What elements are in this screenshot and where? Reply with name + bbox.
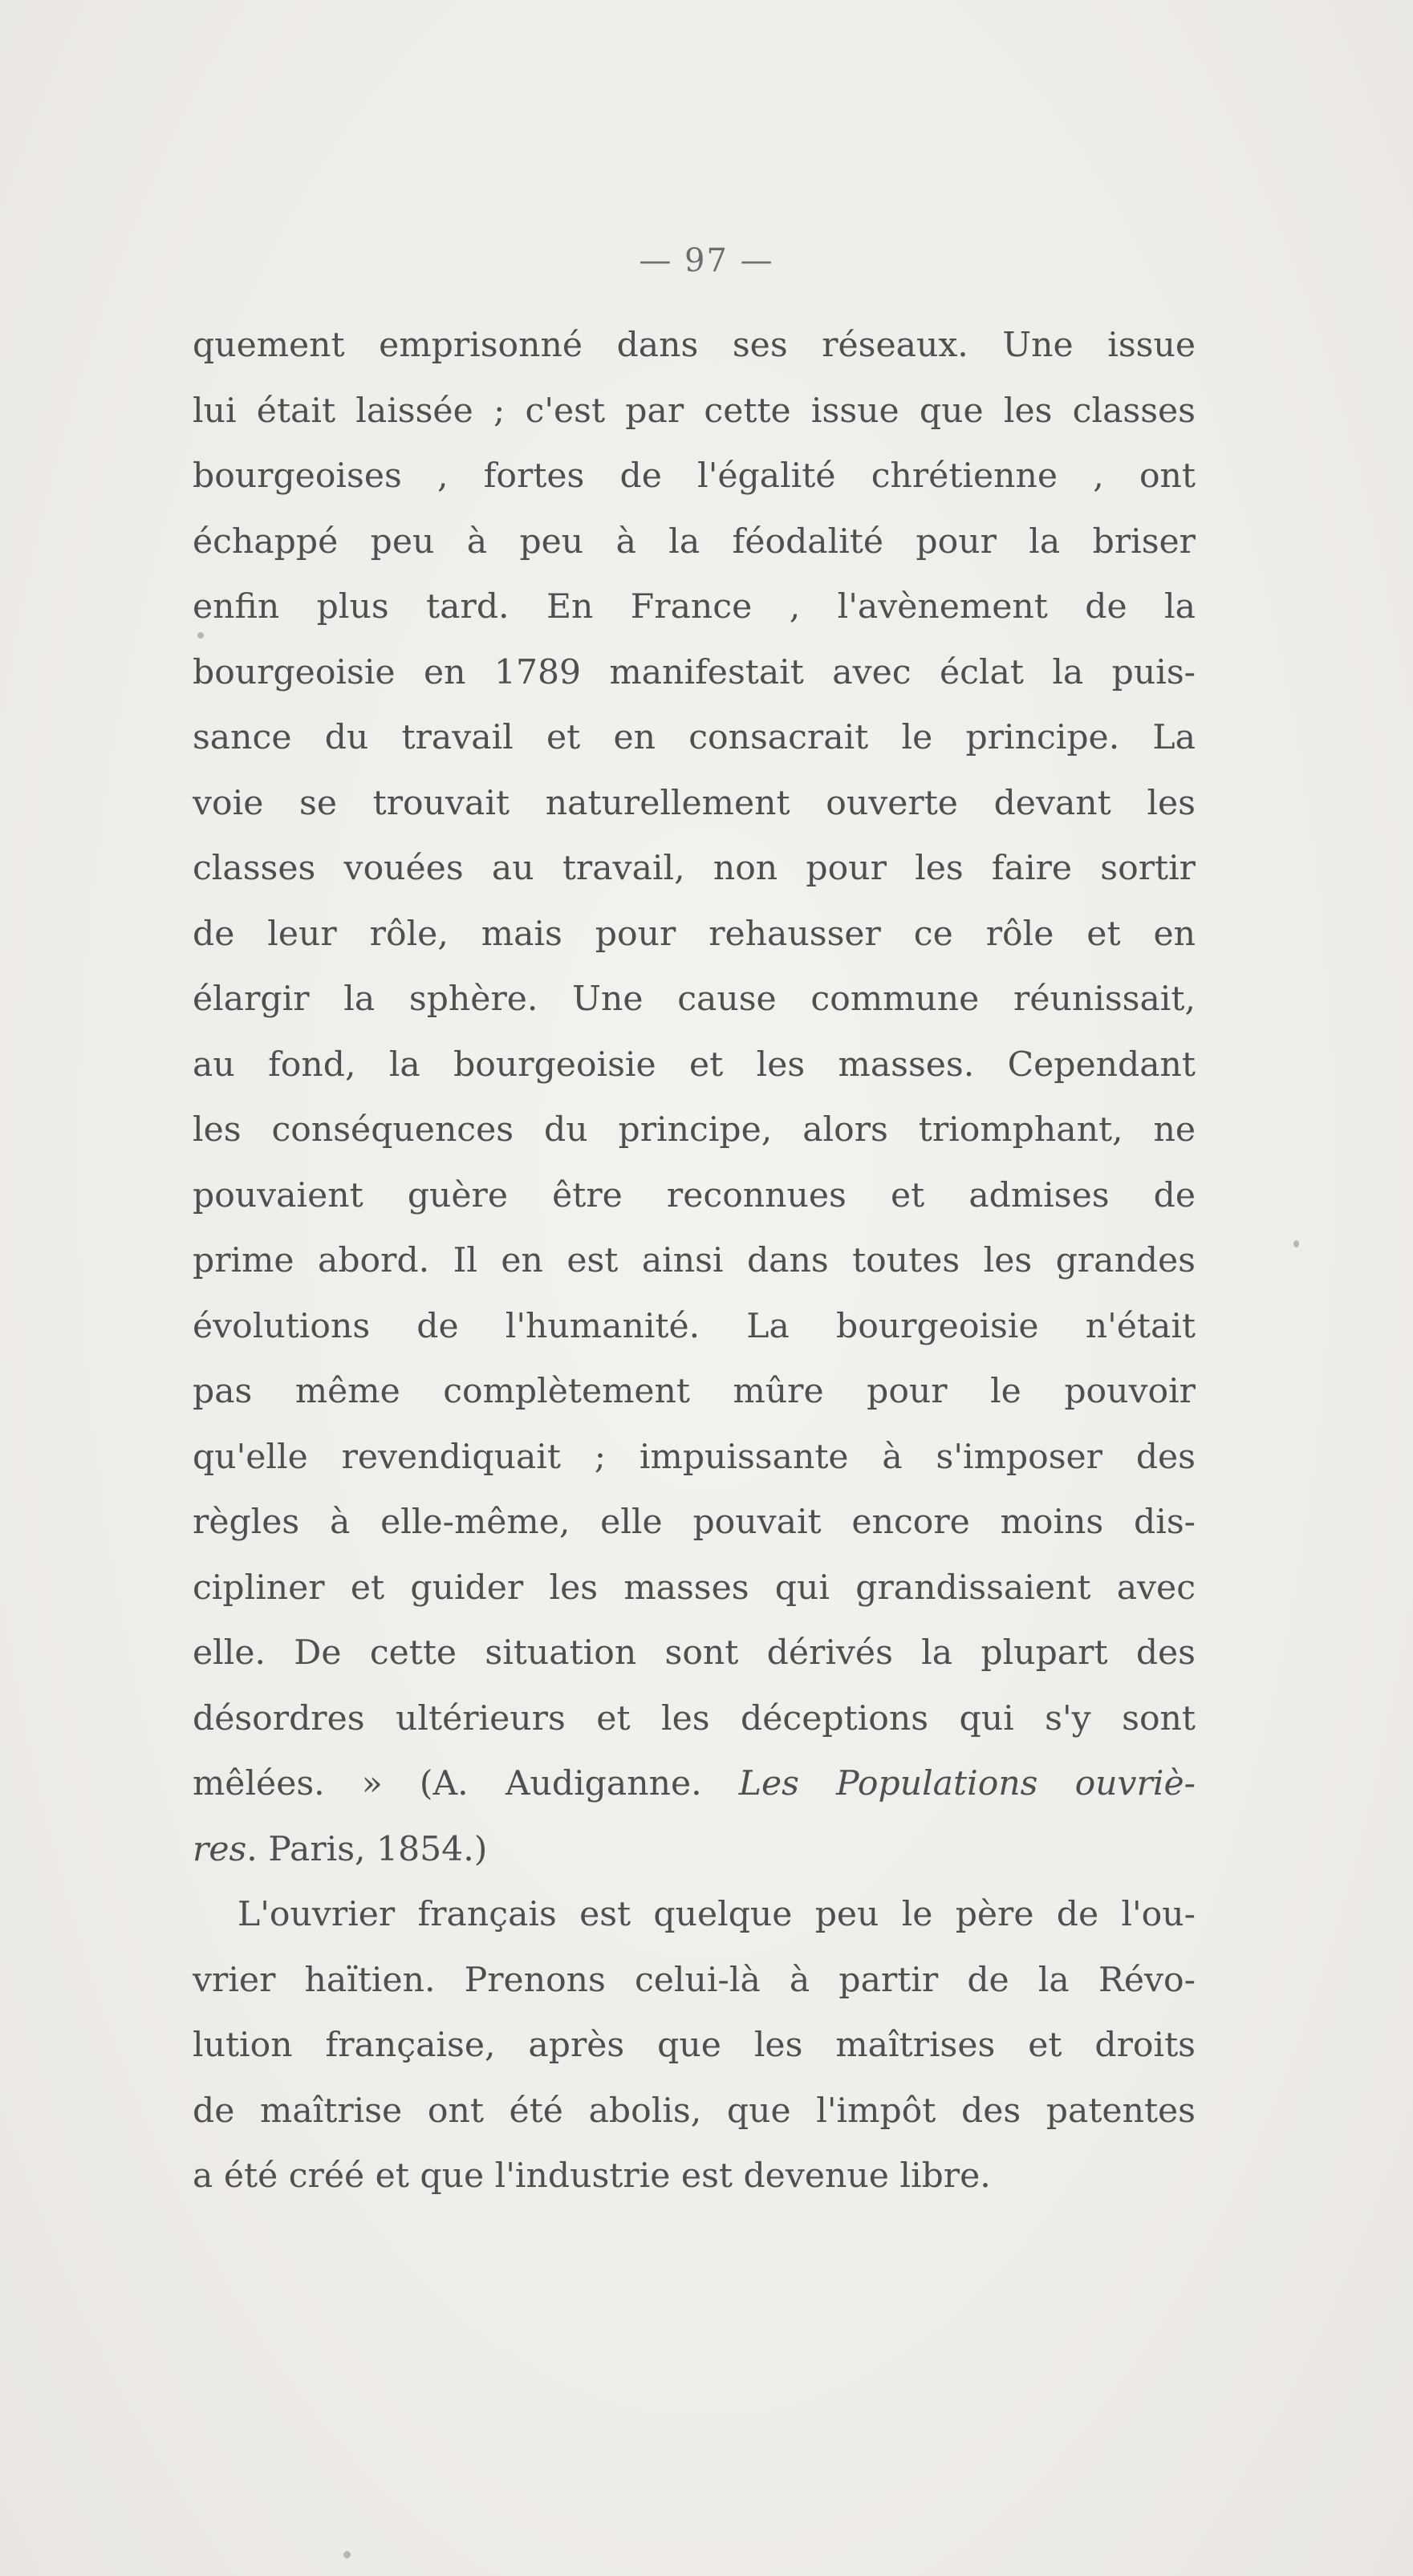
- text-line: bourgeoises , fortes de l'égalité chrétienne , ont: [193, 456, 1196, 496]
- text-line: voie se trouvait naturellement ouverte devant les: [193, 783, 1196, 823]
- citation-line: [193, 1751, 1196, 1817]
- text-line: classes vouées au travail, non pour les faire sortir: [193, 849, 1196, 888]
- paper-speck: [343, 2551, 351, 2558]
- body-text: [193, 313, 1196, 2209]
- text-line: sance du travail et en consacrait le principe. La: [193, 718, 1196, 757]
- text-line: qu'elle revendiquait ; impuissante à s'imposer des: [193, 1437, 1196, 1477]
- citation-text: . Paris, 1854.): [246, 1829, 488, 1869]
- citation-title: res: [193, 1829, 247, 1869]
- text-line: évolutions de l'humanité. La bourgeoisie n'était: [193, 1306, 1196, 1346]
- citation-title: Les Populations ouvriè-: [738, 1764, 1196, 1803]
- text-line: de maîtrise ont été abolis, que l'impôt des patentes: [193, 2091, 1196, 2131]
- text-line: lution française, après que les maîtrises et droits: [193, 2026, 1196, 2065]
- text-line: désordres ultérieurs et les déceptions qui s'y sont: [193, 1698, 1196, 1738]
- paper-speck: [197, 632, 204, 639]
- text-line: prime abord. Il en est ainsi dans toutes les grandes: [193, 1241, 1196, 1280]
- page-number: — 97 —: [639, 242, 774, 279]
- paragraph-start-line: L'ouvrier français est quelque peu le père de l'ou-: [238, 1895, 1196, 1934]
- paper-speck: [1293, 1240, 1299, 1247]
- text-line: règles à elle-même, elle pouvait encore moins dis-: [193, 1503, 1196, 1542]
- text-line: elle. De cette situation sont dérivés la plupart des: [193, 1633, 1196, 1673]
- text-line: cipliner et guider les masses qui grandissaient avec: [193, 1568, 1196, 1608]
- text-line: les conséquences du principe, alors triomphant, ne: [193, 1110, 1196, 1150]
- text-line: pouvaient guère être reconnues et admises de: [193, 1175, 1196, 1215]
- citation-text: mêlées. » (A. Audiganne.: [193, 1764, 739, 1803]
- text-line: quement emprisonné dans ses réseaux. Une issue: [193, 326, 1196, 365]
- text-line: de leur rôle, mais pour rehausser ce rôle et en: [193, 914, 1196, 954]
- text-line: vrier haïtien. Prenons celui-là à partir de la Révo-: [193, 1960, 1196, 2000]
- text-line: lui était laissée ; c'est par cette issue que les classes: [193, 391, 1196, 431]
- text-line: bourgeoisie en 1789 manifestait avec éclat la puis-: [193, 652, 1196, 692]
- text-line: enfin plus tard. En France , l'avènement de la: [193, 587, 1196, 627]
- text-line: pas même complètement mûre pour le pouvoir: [193, 1372, 1196, 1411]
- text-line: a été créé et que l'industrie est devenue libre.: [193, 2156, 991, 2196]
- text-line: au fond, la bourgeoisie et les masses. Cependant: [193, 1045, 1196, 1085]
- citation-line: [193, 1817, 1196, 1883]
- text-line: élargir la sphère. Une cause commune réunissait,: [193, 980, 1196, 1019]
- text-line: échappé peu à peu à la féodalité pour la briser: [193, 521, 1196, 562]
